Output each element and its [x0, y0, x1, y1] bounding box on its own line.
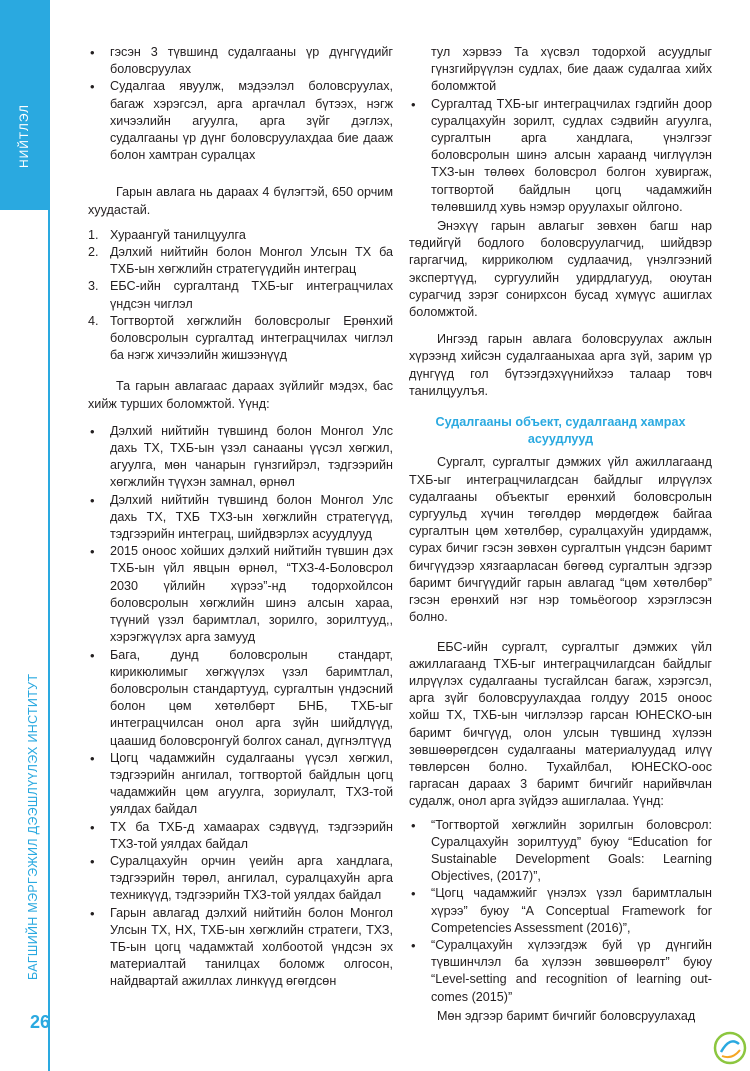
list-item — [409, 885, 712, 937]
item-text: Дэлхий нийтийн болон Монгол Улсын ТХ ба ТХБ-ын хөгжлийн стратегүүдийн интеграц — [110, 245, 393, 277]
top-bullet-list — [88, 44, 393, 78]
list-item-continuation: тул хэрвээ Та хүсвэл тодорхой асуудлыг гүнзгийрүүлэн судлах, бие дааж судалгаа хийх боломжтой — [431, 45, 712, 94]
numbered-item — [88, 313, 393, 365]
list-item-text: Гарын авлагад дэлхий нийтийн болон Монгол Улсын ТХ, НХ, ТХБ-ын хөгжлийн стратеги, ТХЗ, ТБ-ын цогц чадамжтай холбоотой үндсэн эх материалтай танилцах боломж олгосон, найдвартай ажиллах линкүүд өгөгдсөн — [110, 905, 393, 989]
bullet-list — [409, 817, 712, 1006]
list-item-text: Дэлхий нийтийн түвшинд болон Монгол Улс дахь ТХ, ТХБ-ын үзэл санааны үүсэл хөгжил, агуулга, мөн чанарын гүнзгийрэл, тэдгээрийн хөгжлийн түүхэн замнал, өрнөл — [110, 423, 393, 490]
list-item-continuation — [88, 44, 393, 78]
item-number: 1. — [88, 227, 99, 242]
item-text: Хураангуй танилцуулга — [110, 227, 246, 242]
institute-title: БАГШИЙН МЭРГЭЖИЛ ДЭЭШЛҮҮЛЭХ ИНСТИТУТ — [26, 673, 40, 980]
list-item — [88, 905, 393, 991]
list-item-text: Судалгаа явуулж, мэдээлэл боловсруулах, багаж хэрэгсэл, арга аргачлал бүтээх, нэгж хичээлийн агуулга, арга зүйг дэглэх, судалгааны үр дүнг боловсруулахдаа бие дааж болон хамтран суралцах — [110, 79, 393, 163]
page-number: 26 — [30, 1012, 51, 1032]
left-column — [88, 44, 393, 991]
list-item — [88, 78, 393, 164]
item-text: Тогтвортой хөгжлийн боловсролыг Ерөнхий боловсролын сургалтад интеграцчилах чиглэл ба нэгж хичээлийн жишээнүүд — [110, 313, 393, 363]
paragraph: Энэхүү гарын авлагыг зөвхөн багш нар төдийгүй бодлого боловсруулагчид, шийдвэр гаргагчид, кирриколюм судлаачид, үнэлгээний экспертүүд, сургуулийн удирдлагууд, оюутан сурагчид зэрэг сонирхсон бусад хүмүүс ашиглах боломжтой. — [409, 219, 712, 320]
list-item — [88, 853, 393, 905]
list-item — [88, 819, 393, 853]
bullet-list — [88, 423, 393, 991]
list-item — [409, 96, 712, 216]
paragraph: Та гарын авлагаас дараах зүйлийг мэдэх, бас хийж турших боломжтой. Үүнд: — [88, 379, 393, 411]
list-item-text: “Цогц чадамжийг үнэлэх үзэл баримтлалын хүрээ” буюу “A Conceptual Framework for Competencies Assessment (2016)”, — [431, 886, 712, 935]
list-item — [88, 492, 393, 544]
list-item-text: “Суралцахуйн хүлээгдэж буй үр дүнгийн түвшинчлэл ба хүлээн зөвшөөрөлт” буюу “Level-setting and recognition of learning out-comes (2015)” — [431, 937, 712, 1004]
paragraph: Мөн эдгээр баримт бичгийг боловсруулахад — [437, 1008, 696, 1023]
section-label-text: НИЙТЛЭЛ — [17, 104, 31, 168]
bullet-list — [409, 96, 712, 216]
paragraph: Гарын авлага нь дараах 4 бүлэгтэй, 650 орчим хуудастай. — [88, 185, 393, 217]
item-number: 4. — [88, 313, 99, 328]
item-number: 3. — [88, 279, 99, 294]
paragraph: Ингээд гарын авлага боловсруулах ажлын хүрээнд хийсэн судалгааныхаа арга зүй, зарим үр дүнгүүд гол бүтээгдэхүүнийхээ талаар товч танилцуулъя. — [409, 332, 712, 398]
institute-logo-icon — [712, 1030, 748, 1066]
right-column — [409, 44, 712, 1025]
sidebar-rule — [48, 0, 50, 1071]
list-item-text: Цогц чадамжийн судалгааны үүсэл хөгжил, тэдгээрийн ангилал, тогтвортой байдлын цогц чадамжийн цөм агуулга, зориулалт, ТХЗ-той уялдах байдал — [110, 750, 393, 817]
list-item — [409, 817, 712, 886]
list-item — [88, 543, 393, 646]
list-item-text: Дэлхий нийтийн түвшинд болон Монгол Улс дахь ТХ, ТХБ ТХЗ-ын хөгжлийн стратегүүд, тэдгээрийн интеграц, шийдвэрлэх асуудлууд — [110, 492, 393, 542]
numbered-item — [88, 227, 393, 244]
section-label — [0, 0, 48, 210]
list-item-text: гэсэн 3 түвшинд судалгааны үр дүнгүүдийг боловсруулах — [110, 45, 393, 77]
paragraph: Сургалт, сургалтыг дэмжих үйл ажиллагаанд ТХБ-ыг интеграцчилагдсан байдлыг илрүүлэх судалгааны объектыг ерөнхий боловсролын сургуульд хүчин төгөлдөр мөрдөгдөж байгаа сургалтын цөм хөтөлбөр, суралцахуйн удирдамж, сурах бичиг гэсэн зөвхөн сургалтын үндсэн баримт бичгүүдээр хязгаарласан бөгөөд сургалтын эдгээр баримт бичгүүдийг гарын авлагад “цөм хөтөлбөр” гэсэн ерөнхий нэг нэр томьёогоор хэрэглэсэн болно. — [409, 455, 712, 625]
numbered-item — [88, 278, 393, 312]
list-item-text: Суралцахуйн орчин үеийн арга хандлага, тэдгээрийн төрөл, ангилал, суралцахуйн арга техникүүд, тэдгээрийн ТХЗ-той уялдах байдал — [110, 853, 393, 903]
list-item-text: ТХ ба ТХБ-д хамаарах сэдвүүд, тэдгээрийн ТХЗ-той уялдах байдал — [110, 819, 393, 851]
paragraph: ЕБС-ийн сургалт, сургалтыг дэмжих үйл ажиллагаанд ТХБ-ыг интеграцчилагдсан байдлыг илрүүлэх судалгааны тусгайлсан багаж, хэрэгсэл, арга зүйг боловсруулахдаа голдуу 2015 оноос хойш ТХ, ТХБ-ын чиглэлээр гарсан ЮНЕСКО-ын баримт бичгүүд, олон улсын түвшинд хүлээн зөвшөөрөгдсөн судалгааны материалуудад илүү төвлөрсөн болно. Тухайлбал, ЮНЕСКО-оос гаргасан дараах 3 баримт бичгийг нарийвчлан судалж, онол арга зүйдээ ашиглалаа. Үүнд: — [409, 639, 712, 809]
list-item — [88, 647, 393, 750]
list-item — [409, 937, 712, 1006]
numbered-list — [88, 227, 393, 365]
item-number: 2. — [88, 245, 99, 260]
list-item-text: Сургалтад ТХБ-ыг интеграцчилах гэдгийн доор суралцахуйн зорилт, судлах сэдвийн агуулга, сургалтын арга хандлага, үнэлгээг боловсролын шинэ алсын хараанд чиглүүлэн ТХЗ-ын төлөөх боловсрол болгон хувиргаж, тогтвортой байдлын цогц чадамжийн төлөвшилд хувь нэмэр оруулахыг ойлгоно. — [431, 96, 712, 214]
bullet-list — [88, 78, 393, 164]
section-heading: Судалгааны объект, судалгаанд хамрах асуудлууд — [435, 415, 686, 447]
list-item — [88, 750, 393, 819]
numbered-item — [88, 244, 393, 278]
list-item — [88, 423, 393, 492]
list-item-text: 2015 оноос хойших дэлхий нийтийн түвшин дэх ТХБ-ын үйл явцын өрнөл, “ТХЗ-4-Боловсрол 2030 үйлийн хүрээ”-нд тодорхойлсон боловсролын хөгжлийн шинэ алсын хараа, түүний үзэл баримтлал, зорилго, зорилтууд,, хэрэгжүүлэх арга замууд — [110, 544, 393, 645]
list-item-text: “Тогтвортой хөгжлийн зорилгын боловсрол: Суралцахуйн зорилтууд” буюу “Education for Sustainable Development Goals: Learning Objectives, (2017)”, — [431, 817, 712, 884]
item-text: ЕБС-ийн сургалтанд ТХБ-ыг интеграцчилах үндсэн чиглэл — [110, 279, 393, 311]
list-item-text: Бага, дунд боловсролын стандарт, кирикюлимыг хөгжүүлэх үзэл баримтлал, боловсролын стандартууд, сургалтын үндэсний болон цөм хөтөлбөрт БНБ, ТХБ-ыг интеграцчилсан онол арга зүйн шийдлүүд, цаашид боловсронгуй болгох санал, дүгнэлтүүд — [110, 647, 393, 748]
